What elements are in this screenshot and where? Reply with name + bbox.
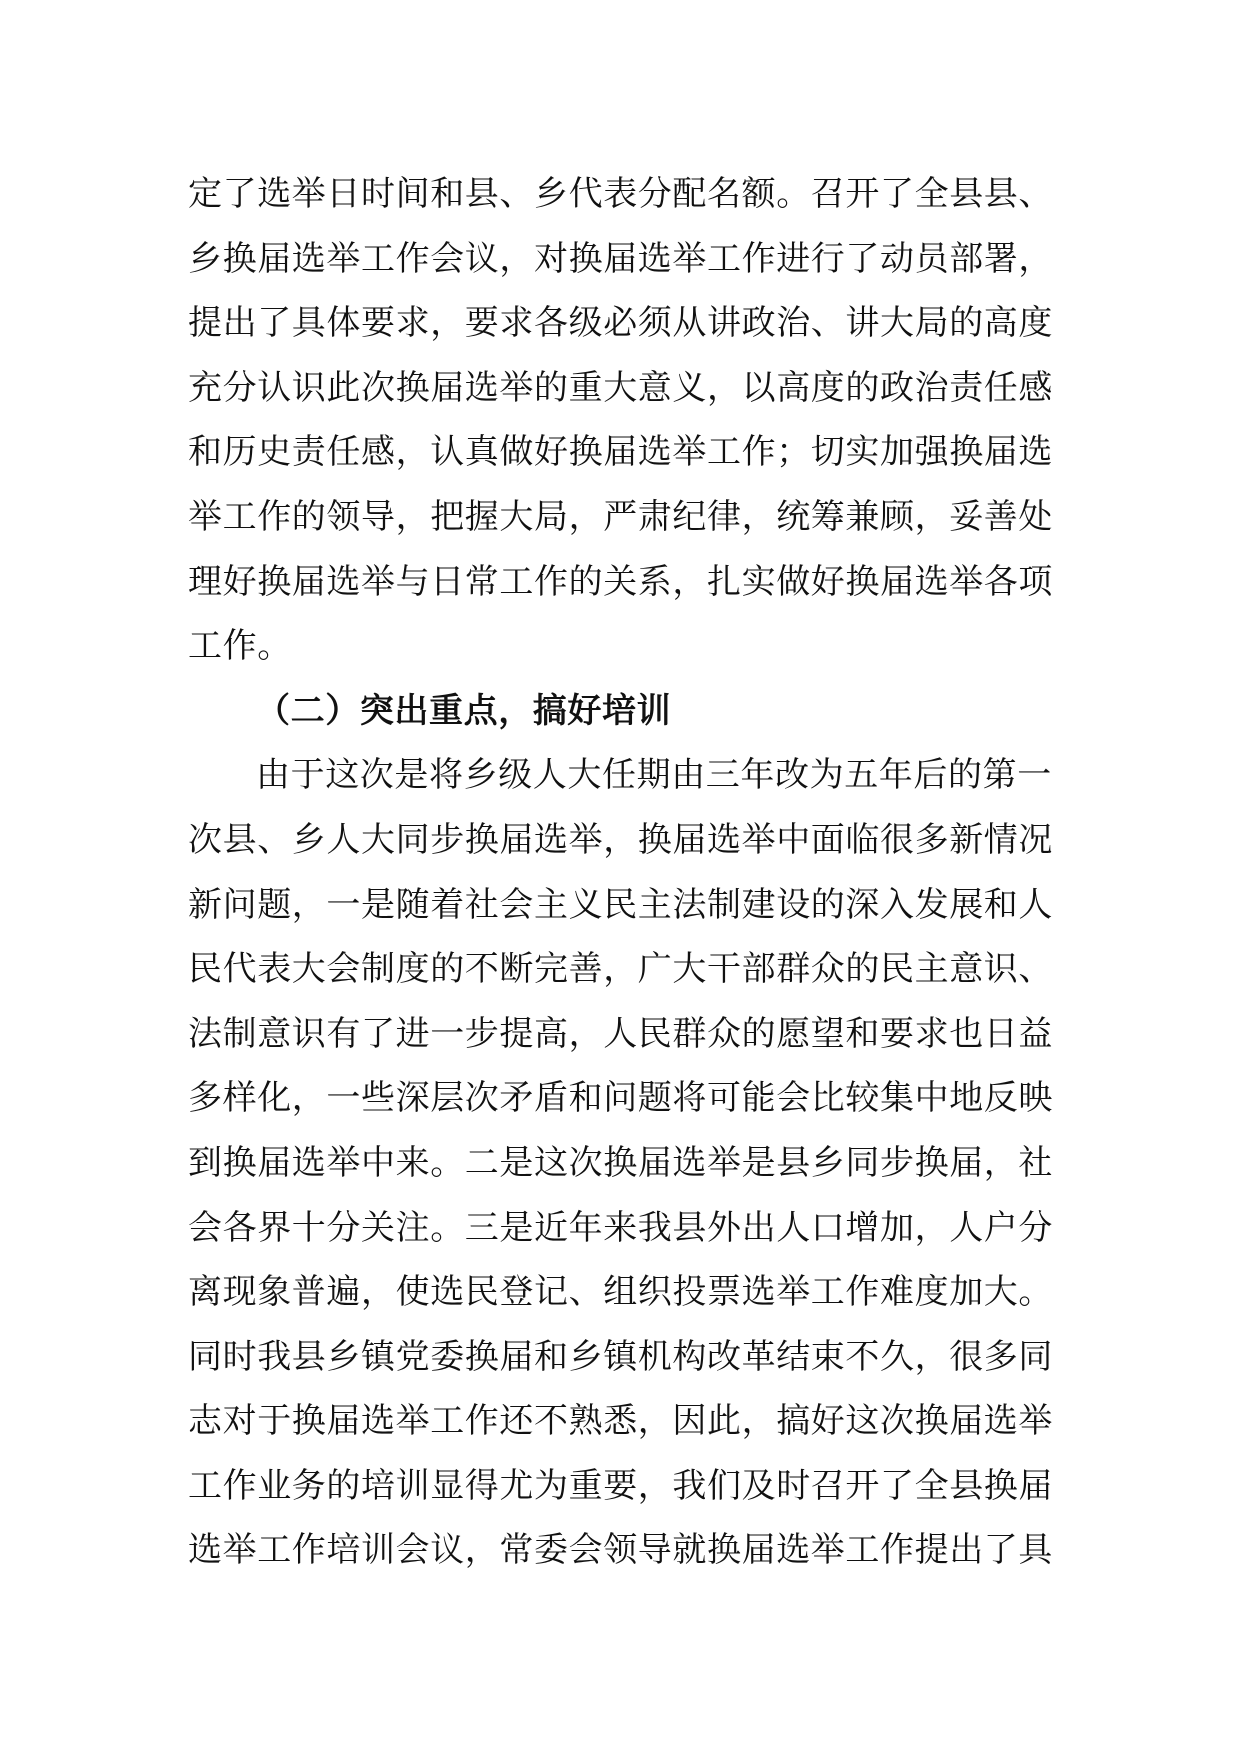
paragraph-1 (188, 162, 1068, 679)
text-line: 和历史责任感，认真做好换届选举工作；切实加强换届选 (188, 432, 1053, 473)
text-line: 定了选举日时间和县、乡代表分配名额。召开了全县县、 (188, 174, 1053, 214)
text-line: 新问题，一是随着社会主义民主法制建设的深入发展和人 (188, 884, 1053, 925)
text-line: 乡换届选举工作会议，对换届选举工作进行了动员部署， (188, 238, 1053, 279)
text-line: 次县、乡人大同步换届选举，换届选举中面临很多新情况 (188, 819, 1053, 860)
text-line: 充分认识此次换届选举的重大意义，以高度的政治责任感 (188, 367, 1053, 408)
text-line: 民代表大会制度的不断完善，广大干部群众的民主意识、 (188, 949, 1053, 990)
paragraph-2 (188, 743, 1068, 1583)
text-line: 到换届选举中来。二是这次换届选举是县乡同步换届，社 (188, 1142, 1053, 1183)
text-line: 理好换届选举与日常工作的关系，扎实做好换届选举各项 (188, 561, 1053, 602)
text-line: 举工作的领导，把握大局，严肃纪律，统筹兼顾，妥善处 (188, 496, 1053, 537)
section-heading: （二）突出重点，搞好培训 (256, 690, 672, 731)
text-line: 多样化，一些深层次矛盾和问题将可能会比较集中地反映 (188, 1078, 1053, 1119)
text-line: 选举工作培训会议，常委会领导就换届选举工作提出了具 (188, 1530, 1053, 1571)
text-line: 会各界十分关注。三是近年来我县外出人口增加，人户分 (188, 1207, 1053, 1248)
text-line: 工作。 (188, 626, 292, 667)
text-line: 法制意识有了进一步提高，人民群众的愿望和要求也日益 (188, 1013, 1053, 1054)
text-line: 由于这次是将乡级人大任期由三年改为五年后的第一 (256, 755, 1052, 796)
text-line: 同时我县乡镇党委换届和乡镇机构改革结束不久，很多同 (188, 1336, 1053, 1377)
text-line: 提出了具体要求，要求各级必须从讲政治、讲大局的高度 (188, 303, 1053, 344)
text-line: 工作业务的培训显得尤为重要，我们及时召开了全县换届 (188, 1465, 1053, 1506)
text-line: 离现象普遍，使选民登记、组织投票选举工作难度加大。 (188, 1272, 1053, 1313)
document-body (188, 162, 1068, 1583)
text-line: 志对于换届选举工作还不熟悉，因此，搞好这次换届选举 (188, 1401, 1053, 1442)
